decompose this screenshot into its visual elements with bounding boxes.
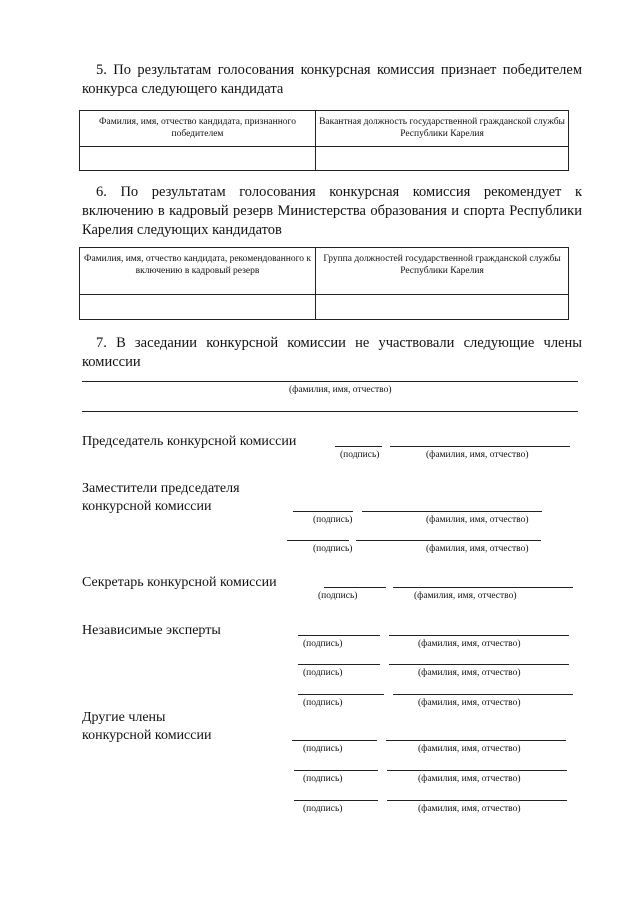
- other-member-1-name-line[interactable]: [386, 740, 566, 741]
- section-6-text: 6. По результатам голосования конкурсная комиссия рекомендует к включению в кадровый резерв Министерства образования и спорта Республики Карелия следующих кандидатов: [82, 184, 582, 238]
- reserve-table-cell-group[interactable]: [316, 295, 569, 320]
- deputy-2-signature-line[interactable]: [287, 540, 349, 541]
- section-7-text: 7. В заседании конкурсной комиссии не участвовали следующие члены комиссии: [82, 335, 582, 370]
- expert-3-name-line[interactable]: [393, 694, 573, 695]
- deputy-1-name-caption: (фамилия, имя, отчество): [426, 515, 529, 525]
- others-label-line1: Другие члены: [82, 710, 166, 725]
- other-member-2-name-line[interactable]: [387, 770, 567, 771]
- other-member-2-signature-line[interactable]: [294, 770, 378, 771]
- other-member-3-name-caption: (фамилия, имя, отчество): [418, 804, 521, 814]
- section-5-text: 5. По результатам голосования конкурсная комиссия признает победителем конкурса следующего кандидата: [82, 62, 582, 97]
- other-member-2-name-caption: (фамилия, имя, отчество): [418, 774, 521, 784]
- other-member-1-name-caption: (фамилия, имя, отчество): [418, 744, 521, 754]
- secretary-signature-line[interactable]: [324, 587, 386, 588]
- expert-1-signature-line[interactable]: [298, 635, 380, 636]
- secretary-signature-caption: (подпись): [318, 591, 358, 601]
- other-member-1-signature-line[interactable]: [292, 740, 377, 741]
- deputy-1-signature-caption: (подпись): [313, 515, 353, 525]
- expert-1-name-line[interactable]: [389, 635, 569, 636]
- winner-table-header-position: Вакантная должность государственной гражданской службы Республики Карелия: [316, 111, 569, 147]
- other-member-1-signature-caption: (подпись): [303, 744, 343, 754]
- expert-2-signature-caption: (подпись): [303, 668, 343, 678]
- others-label-line2: конкурсной комиссии: [82, 728, 212, 743]
- experts-label: Независимые эксперты: [82, 623, 221, 638]
- expert-2-name-line[interactable]: [389, 664, 569, 665]
- absent-members-line-1[interactable]: [82, 381, 578, 382]
- chairman-name-caption: (фамилия, имя, отчество): [426, 450, 529, 460]
- deputy-2-name-line[interactable]: [356, 540, 541, 541]
- winner-table-cell-position[interactable]: [316, 147, 569, 171]
- expert-2-signature-line[interactable]: [298, 664, 380, 665]
- chairman-name-line[interactable]: [390, 446, 570, 447]
- expert-2-name-caption: (фамилия, имя, отчество): [418, 668, 521, 678]
- winner-table-cell-name[interactable]: [80, 147, 316, 171]
- expert-1-signature-caption: (подпись): [303, 639, 343, 649]
- chairman-label: Председатель конкурсной комиссии: [82, 434, 297, 449]
- secretary-label: Секретарь конкурсной комиссии: [82, 575, 277, 590]
- deputies-label-line1: Заместители председателя: [82, 481, 240, 496]
- expert-3-signature-caption: (подпись): [303, 698, 343, 708]
- deputy-2-signature-caption: (подпись): [313, 544, 353, 554]
- other-member-3-name-line[interactable]: [387, 800, 567, 801]
- deputy-2-name-caption: (фамилия, имя, отчество): [426, 544, 529, 554]
- other-member-3-signature-caption: (подпись): [303, 804, 343, 814]
- winner-table: [79, 110, 569, 171]
- reserve-table: [79, 247, 569, 320]
- other-member-3-signature-line[interactable]: [294, 800, 378, 801]
- chairman-signature-caption: (подпись): [340, 450, 380, 460]
- expert-3-name-caption: (фамилия, имя, отчество): [418, 698, 521, 708]
- deputy-1-signature-line[interactable]: [293, 511, 353, 512]
- expert-3-signature-line[interactable]: [298, 694, 384, 695]
- secretary-name-line[interactable]: [393, 587, 573, 588]
- deputies-label-line2: конкурсной комиссии: [82, 499, 212, 514]
- reserve-table-header-group: Группа должностей государственной гражданской службы Республики Карелия: [316, 248, 569, 295]
- absent-members-line-2[interactable]: [82, 411, 578, 412]
- winner-table-header-name: Фамилия, имя, отчество кандидата, признанного победителем: [80, 111, 316, 147]
- reserve-table-cell-name[interactable]: [80, 295, 316, 320]
- expert-1-name-caption: (фамилия, имя, отчество): [418, 639, 521, 649]
- chairman-signature-line[interactable]: [335, 446, 382, 447]
- reserve-table-header-name: Фамилия, имя, отчество кандидата, рекомендованного к включению в кадровый резерв: [80, 248, 316, 295]
- other-member-2-signature-caption: (подпись): [303, 774, 343, 784]
- secretary-name-caption: (фамилия, имя, отчество): [414, 591, 517, 601]
- absent-members-caption: (фамилия, имя, отчество): [289, 385, 392, 395]
- deputy-1-name-line[interactable]: [362, 511, 542, 512]
